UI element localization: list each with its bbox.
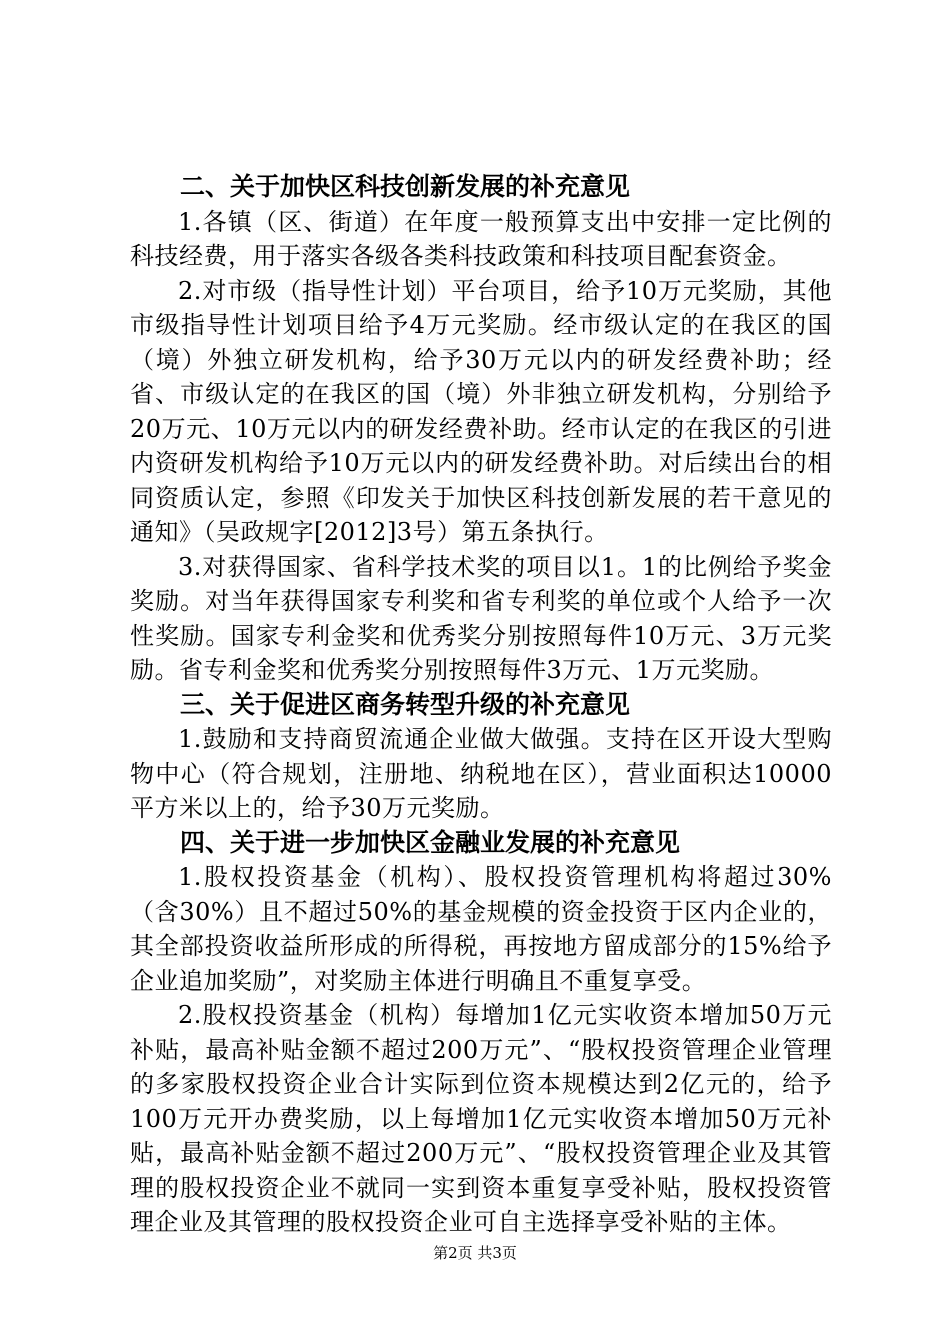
tech-paragraph-3: 3.对获得国家、省科学技术奖的项目以1。1的比例给予奖金奖励。对当年获得国家专利奖和省专利奖的单位或个人给予一次性奖励。国家专利金奖和优秀奖分别按照每件10万元、3万元奖励。省专利金奖和优秀奖分别按照每件3万元、1万元奖励。 bbox=[130, 552, 832, 684]
finance-paragraph-1: 1.股权投资基金（机构）、股权投资管理机构将超过30%（含30%）且不超过50%的基金规模的资金投资于区内企业的，其全部投资收益所形成的所得税，再按地方留成部分的15%给予企业追加奖励”，对奖励主体进行明确且不重复享受。 bbox=[130, 863, 832, 995]
section-heading-commerce: 三、关于促进区商务转型升级的补充意见 bbox=[180, 689, 631, 719]
tech-paragraph-1: 1.各镇（区、街道）在年度一般预算支出中安排一定比例的科技经费，用于落实各级各类科技政策和科技项目配套资金。 bbox=[130, 207, 832, 270]
document-body bbox=[130, 170, 832, 1240]
section-heading-finance: 四、关于进一步加快区金融业发展的补充意见 bbox=[180, 827, 681, 857]
commerce-paragraph-1: 1.鼓励和支持商贸流通企业做大做强。支持在区开设大型购物中心（符合规划，注册地、纳税地在区），营业面积达10000平方米以上的，给予30万元奖励。 bbox=[130, 725, 832, 822]
page-footer: 第2页 共3页 bbox=[433, 1244, 517, 1262]
section-heading-tech: 二、关于加快区科技创新发展的补充意见 bbox=[180, 172, 631, 201]
finance-paragraph-2: 2.股权投资基金（机构）每增加1亿元实收资本增加50万元补贴，最高补贴金额不超过200万元”、“股权投资管理企业管理的多家股权投资企业合计实际到位资本规模达到2亿元的，给予100万元开办费奖励，以上每增加1亿元实收资本增加50万元补贴，最高补贴金额不超过200万元”、“股权投资管理企业及其管理的股权投资企业不就同一实到资本重复享受补贴，股权投资管理企业及其管理的股权投资企业可自主选择享受补贴的主体。 bbox=[130, 1001, 832, 1236]
tech-paragraph-2: 2.对市级（指导性计划）平台项目，给予10万元奖励，其他市级指导性计划项目给予4万元奖励。经市级认定的在我区的国（境）外独立研发机构，给予30万元以内的研发经费补助；经省、市级认定的在我区的国（境）外非独立研发机构，分别给予20万元、10万元以内的研发经费补助。经市认定的在我区的引进内资研发机构给予10万元以内的研发经费补助。对后续出台的相同资质认定，参照《印发关于加快区科技创新发展的若干意见的通知》（吴政规字[2012]3号）第五条执行。 bbox=[130, 276, 832, 546]
